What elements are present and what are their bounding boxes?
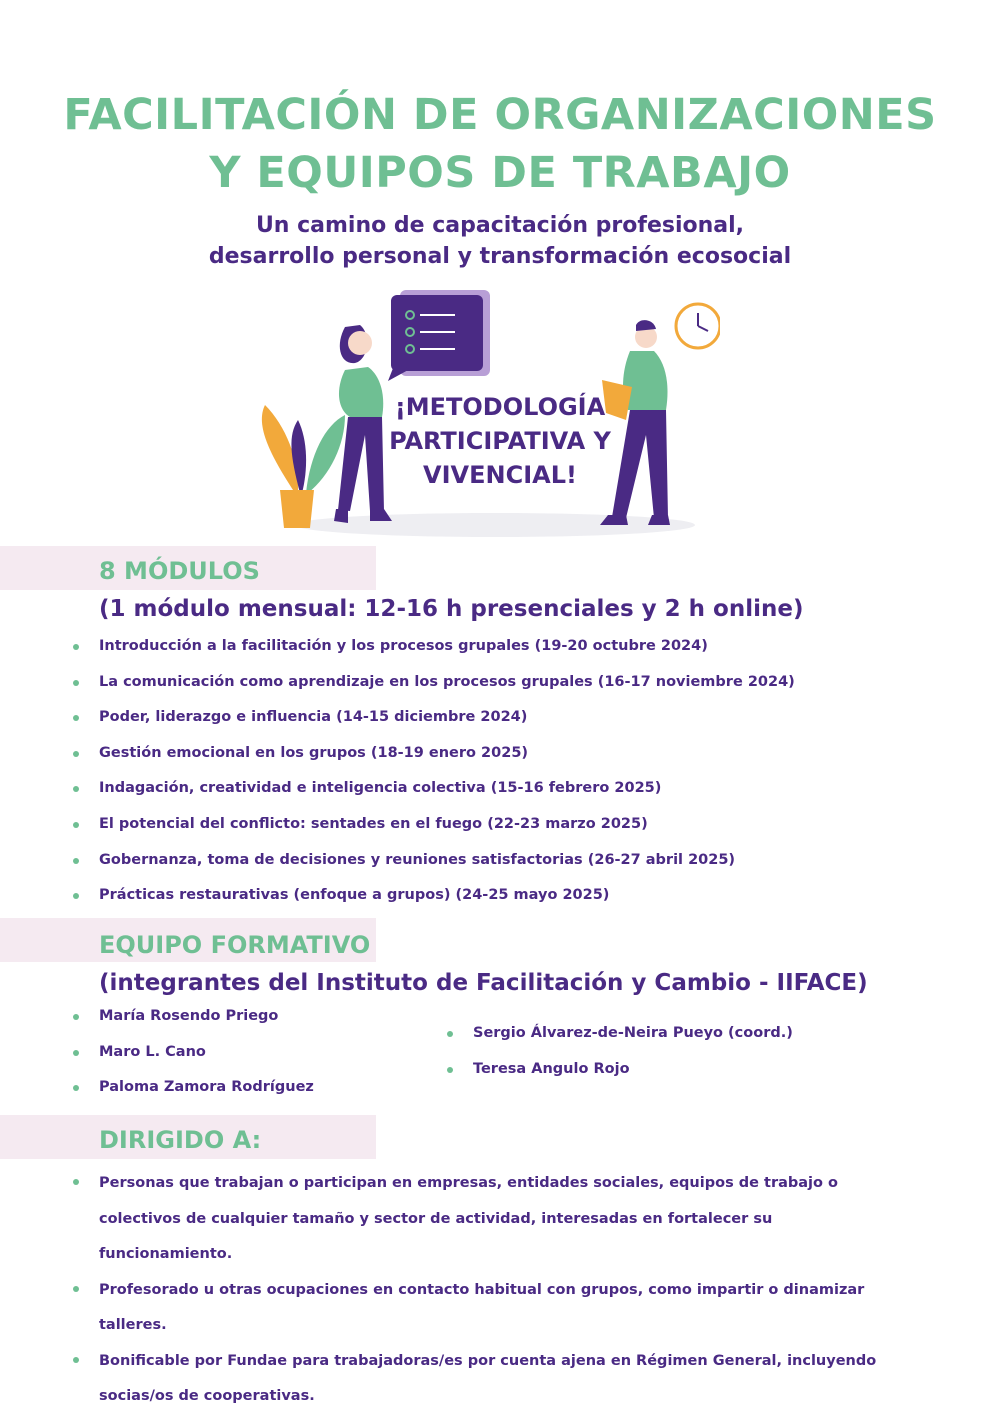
bullet-icon (73, 1050, 79, 1056)
tagline-line2: PARTICIPATIVA Y (389, 427, 611, 455)
plant-icon (262, 405, 345, 528)
list-item (73, 668, 795, 704)
subtitle-line2: desarrollo personal y transformación ecosocial (208, 244, 792, 269)
bullet-icon (73, 1085, 79, 1091)
list-item (73, 810, 795, 846)
team-heading: EQUIPO FORMATIVO (99, 931, 371, 959)
list-item (73, 881, 795, 917)
list-item (73, 739, 795, 775)
list-item (73, 1273, 899, 1344)
module-item: Introducción a la facilitación y los procesos grupales (19-20 octubre 2024) (99, 638, 708, 654)
bullet-icon (73, 751, 79, 757)
clock-icon (676, 304, 720, 348)
module-item: Indagación, creatividad e inteligencia colectiva (15-16 febrero 2025) (99, 780, 662, 797)
team-member: Sergio Álvarez-de-Neira Pueyo (coord.) (473, 1025, 793, 1041)
bullet-icon (73, 1357, 79, 1363)
checklist-icon (388, 290, 490, 381)
list-item (73, 1003, 314, 1039)
list-item (73, 703, 795, 739)
team-subheading: (integrantes del Instituto de Facilitación y Cambio - IIFACE) (99, 970, 868, 996)
modules-subheading: (1 módulo mensual: 12-16 h presenciales y 2 h online) (99, 596, 804, 622)
team-member: Maro L. Cano (99, 1043, 206, 1060)
bullet-icon (73, 858, 79, 864)
bullet-icon (73, 644, 79, 650)
subtitle-line1: Un camino de capacitación profesional, (255, 213, 745, 238)
team-member: Teresa Angulo Rojo (473, 1060, 630, 1077)
modules-heading: 8 MÓDULOS (99, 557, 260, 585)
module-item: La comunicación como aprendizaje en los procesos grupales (16-17 noviembre 2024) (99, 673, 795, 690)
tagline-line3: VIVENCIAL! (423, 461, 577, 489)
list-item (447, 1020, 793, 1056)
audience-item: Personas que trabajan o participan en empresas, entidades sociales, equipos de trabajo o colectivos de cualquier tamaño y sector de actividad, interesadas en fortalecer su funcionamiento. (99, 1175, 838, 1262)
bullet-icon (73, 715, 79, 721)
tagline-line1: ¡METODOLOGÍA (394, 393, 606, 421)
module-item: Gobernanza, toma de decisiones y reuniones satisfactorias (26-27 abril 2025) (99, 851, 736, 868)
module-item: El potencial del conflicto: sentades en el fuego (22-23 marzo 2025) (99, 815, 648, 832)
methodology-tagline (380, 390, 620, 492)
audience-heading: DIRIGIDO A: (99, 1126, 262, 1154)
page-title-line1: FACILITACIÓN DE ORGANIZACIONES (63, 90, 937, 140)
team-member: Paloma Zamora Rodríguez (99, 1079, 314, 1096)
bullet-icon (73, 786, 79, 792)
page-title-line2: Y EQUIPOS DE TRABAJO (209, 148, 791, 198)
list-item (73, 774, 795, 810)
bullet-icon (73, 822, 79, 828)
list-item (73, 1344, 899, 1415)
bullet-icon (447, 1031, 453, 1037)
audience-list (73, 1166, 899, 1415)
list-item (73, 1074, 314, 1110)
list-item (73, 1039, 314, 1075)
bullet-icon (73, 1179, 79, 1185)
module-item: Gestión emocional en los grupos (18-19 enero 2025) (99, 744, 529, 761)
audience-item: Bonificable por Fundae para trabajadoras/es por cuenta ajena en Régimen General, incluyendo socias/os de cooperativas. (99, 1352, 877, 1404)
list-item (73, 1166, 899, 1273)
bullet-icon (73, 680, 79, 686)
module-item: Poder, liderazgo e influencia (14-15 diciembre 2024) (99, 709, 528, 726)
team-list-right (447, 1020, 793, 1091)
list-item (73, 846, 795, 882)
team-list-left (73, 1003, 314, 1110)
bullet-icon (447, 1067, 453, 1073)
modules-list (73, 632, 795, 917)
bullet-icon (73, 893, 79, 899)
bullet-icon (73, 1286, 79, 1292)
list-item (447, 1056, 793, 1092)
bullet-icon (73, 1014, 79, 1020)
audience-item: Profesorado u otras ocupaciones en contacto habitual con grupos, como impartir o dinamizar talleres. (99, 1281, 865, 1333)
team-member: María Rosendo Priego (99, 1008, 279, 1024)
module-item: Prácticas restaurativas (enfoque a grupos) (24-25 mayo 2025) (99, 887, 610, 904)
list-item (73, 632, 795, 668)
